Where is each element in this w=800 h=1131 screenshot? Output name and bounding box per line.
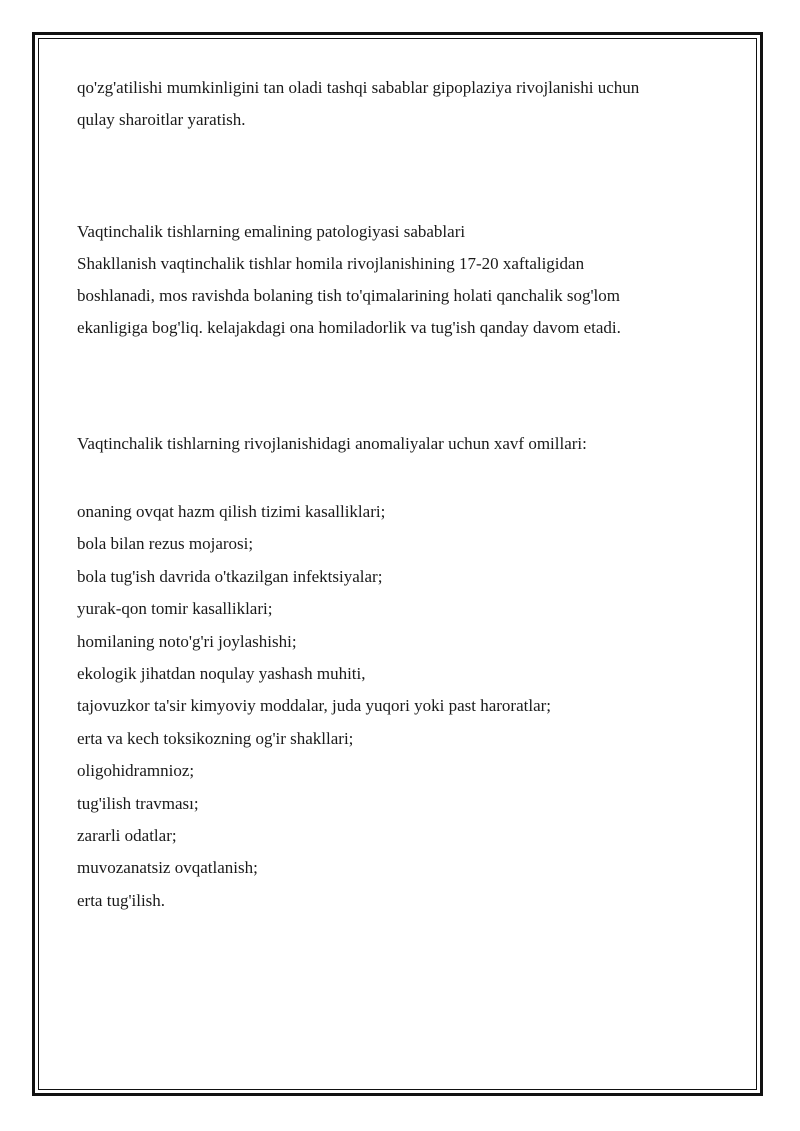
section-body-line: boshlanadi, mos ravishda bolaning tish to'qimalarining holati qanchalik sog'lom: [77, 286, 620, 305]
section-body-line: ekanligiga bog'liq. kelajakdagi ona homiladorlik va tug'ish qanday davom etadi.: [77, 318, 621, 337]
list-item: oligohidramnioz;: [77, 761, 195, 781]
section-heading: Vaqtinchalik tishlarning emalining patologiyasi sabablari: [77, 222, 466, 241]
list-item: bola bilan rezus mojarosi;: [77, 534, 254, 554]
list-item: zararli odatlar;: [77, 826, 177, 846]
section-risk-factors: [77, 428, 737, 917]
document-body: [77, 72, 737, 917]
section-heading: Vaqtinchalik tishlarning rivojlanishidagi anomaliyalar uchun xavf omillari:: [77, 434, 587, 453]
section-enamel-pathology: [77, 216, 737, 344]
intro-line: qulay sharoitlar yaratish.: [77, 110, 246, 129]
list-item: tug'ilish travması;: [77, 793, 199, 813]
list-item: erta va kech toksikozning og'ir shakllari;: [77, 728, 354, 748]
section-body-line: Shakllanish vaqtinchalik tishlar homila rivojlanishining 17-20 xaftaligidan: [77, 254, 585, 273]
list-item: homilaning noto'g'ri joylashishi;: [77, 631, 297, 651]
list-item: yurak-qon tomir kasalliklari;: [77, 599, 273, 619]
list-item: tajovuzkor ta'sir kimyoviy moddalar, juda yuqori yoki past haroratlar;: [77, 696, 552, 716]
list-item: onaning ovqat hazm qilish tizimi kasalliklari;: [77, 502, 386, 521]
list-item: ekologik jihatdan noqulay yashash muhiti,: [77, 664, 366, 684]
risk-factor-list: [77, 496, 737, 917]
intro-paragraph: [77, 72, 737, 136]
list-item: bola tug'ish davrida o'tkazilgan infektsiyalar;: [77, 566, 383, 586]
list-item: muvozanatsiz ovqatlanish;: [77, 858, 258, 878]
intro-line: qo'zg'atilishi mumkinligini tan oladi tashqi sabablar gipoplaziya rivojlanishi uchun: [77, 78, 640, 97]
list-item: erta tug'ilish.: [77, 890, 166, 910]
